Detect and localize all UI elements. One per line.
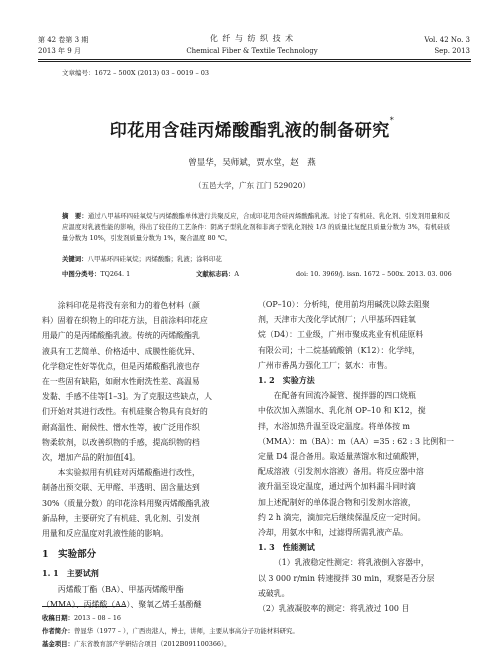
keywords-text: 八甲基环四硅氧烷；丙烯酸酯；乳液；涂料印花	[87, 255, 222, 263]
text-line: 定量 D4 混合备用。取适量蒸馏水和过硫酸钾，	[258, 452, 425, 462]
author-bio-label: 作者简介：	[42, 627, 74, 635]
testing-paragraph	[258, 555, 458, 616]
affiliation: （五邑大学，广东 江门 529020）	[194, 181, 310, 190]
abstract-text: 通过八甲基环四硅氧烷与丙烯酸酯单体进行共聚反应，合成印花用含硅丙烯酸酯乳液。讨论了有机硅、乳化剂、引发剂用量和反应温度对乳液性能的影响，得出了较佳的工艺条件：阴离子型乳化剂和非离子型乳化剂按 1/3 的质量比复配且质量分数为 3%，有机硅质量分数为 10%，引发剂质量分数为 1%，聚合温度 80 ℃。	[62, 212, 451, 243]
received-value: 2013 – 08 – 16	[73, 614, 121, 622]
doc-code-label: 文献标志码：	[196, 270, 235, 278]
doc-code-value: A	[234, 270, 239, 278]
vol-no: Vol. 42 No. 3	[424, 36, 470, 44]
text-line: 配成溶液（引发剂水溶液）备用。将反应器中溶	[258, 467, 424, 477]
doi: doi: 10. 3969/j. issn. 1672 – 500x. 2013. 03. 006	[296, 270, 452, 278]
text-line: （2）乳液凝胶率的测定：将乳液过 100 目	[258, 604, 410, 614]
intro-paragraph-1	[42, 298, 242, 465]
text-line: 用最广的是丙烯酸酯乳液。传统的丙烯酸酯乳	[42, 331, 200, 341]
header-rule-top	[38, 59, 471, 60]
fund-value: 广东省教育部产学研结合项目（2012B091100366）。	[73, 640, 231, 648]
text-line: 拌，水浴加热升温至设定温度。将单体按 m	[258, 421, 411, 431]
issue-volume: 第 42 卷第 3 期	[38, 36, 89, 44]
text-line: 有限公司；十二烷基硫酸钠（K12）：化学纯，	[258, 345, 420, 355]
author-list: 曾显华，吴师斌，贾水堂，赵 燕	[188, 158, 316, 168]
received-date	[42, 612, 121, 625]
text-line: 或破乳。	[258, 588, 290, 598]
header-rule-bottom	[38, 61, 471, 62]
method-paragraph	[258, 388, 458, 540]
intro-paragraph-2	[42, 465, 242, 541]
author-bio-value: 曾显华（1977 – ），广西贵港人，博士，讲师，主要从事高分子功能材料研究。	[73, 627, 299, 635]
issue-month: Sep. 2013	[434, 47, 470, 55]
section-heading-experimental: 1 实验部分	[42, 549, 97, 561]
text-line: 们开始对其进行改性。有机硅聚合物具有良好的	[42, 407, 208, 417]
fund-label: 基金项目：	[42, 640, 74, 648]
clc-value: TQ264. 1	[100, 270, 131, 278]
received-label: 收稿日期：	[42, 614, 74, 622]
footnote-rule	[42, 606, 126, 607]
text-line: 以 3 000 r/min 转速搅拌 30 min，观察是否分层	[258, 573, 435, 583]
article-number: 文章编号：1672 – 500X (2013) 03 – 0019 – 03	[62, 69, 210, 77]
author-bio	[42, 625, 299, 638]
text-line: （MMA）、丙烯酸（AA）、聚氧乙烯壬基酚醚	[42, 599, 202, 609]
text-line: 中依次加入蒸馏水、乳化剂 OP–10 和 K12，搅	[258, 406, 426, 416]
text-line: （1）乳液稳定性测定：将乳液倒入容器中，	[273, 558, 429, 568]
text-line: 广州市番禺力强化工厂；氨水：市售。	[258, 360, 393, 370]
text-line: 约 2 h 滴完，滴加完后继续保温反应一定时间。	[258, 512, 426, 522]
text-line: 30%（质量分数）的印花涂料用聚丙烯酸酯乳液	[42, 498, 210, 508]
abstract-label: 摘 要：	[62, 212, 88, 220]
journal-title: 化 纤 与 纺 织 技 术	[209, 34, 295, 43]
reagents-paragraph-cont	[258, 297, 458, 373]
text-line: 液升温至设定温度，通过两个加料漏斗同时滴	[258, 482, 416, 492]
subsection-heading-reagents: 1. 1 主要试剂	[42, 568, 99, 579]
fund-info	[42, 638, 231, 651]
text-line: 本实验拟用有机硅对丙烯酸酯进行改性，	[57, 468, 200, 478]
doc-code	[196, 270, 239, 279]
text-line: 用量和反应温度对乳液性能的影响。	[42, 529, 169, 539]
text-line: 烷（D4）：工业级，广州市聚成兆业有机硅原料	[258, 330, 424, 340]
text-line: 发黏、手感不佳等[1–3]。为了克服这些缺点，人	[42, 392, 213, 402]
text-line: 料）固着在织物上的印花方法，目前涂料印花应	[42, 316, 208, 326]
text-line: 物柔软剂，以改善织物的手感，提高织物的档	[42, 437, 200, 447]
abstract	[62, 211, 450, 245]
text-line: 在一些固有缺陷，如耐水性耐洗性差、高温易	[42, 377, 200, 387]
subsection-heading-method: 1. 2 实验方法	[258, 375, 315, 386]
right-column	[258, 297, 458, 616]
text-line: 制备出预交联、无甲醛、半透明、固含量达到	[42, 483, 200, 493]
journal-title-en: Chemical Fiber & Textile Technology	[186, 47, 318, 55]
article-title-text: 印花用含硅丙烯酸酯乳液的制备研究	[109, 121, 390, 141]
text-line: 加上述配制好的单体混合物和引发剂水溶液，	[258, 497, 416, 507]
text-line: 剂，天津市大茂化学试剂厂；八甲基环四硅氧	[258, 315, 416, 325]
reagents-paragraph	[42, 582, 242, 612]
keywords	[62, 255, 222, 264]
article-title	[0, 116, 504, 141]
text-line: 在配备有回流冷凝管、搅拌器的四口烧瓶	[273, 391, 416, 401]
issue-date: 2013 年 9 月	[38, 47, 81, 55]
clc-number	[62, 270, 130, 279]
text-line: （OP–10）：分析纯，使用前均用碱洗以除去阻聚	[258, 300, 430, 309]
text-line: 耐高温性、耐候性、憎水性等，被广泛用作织	[42, 422, 200, 432]
keywords-label: 关键词：	[62, 255, 88, 263]
text-line: （MMA）：m（BA）：m（AA）=35 : 62 : 3 比例和一	[258, 436, 455, 446]
text-line: 新品种，主要研究了有机硅、乳化剂、引发剂	[42, 513, 200, 523]
clc-label: 中图分类号：	[62, 270, 101, 278]
text-line: 丙烯酸丁酯（BA）、甲基丙烯酸甲酯	[57, 584, 184, 594]
title-footnote-mark: *	[389, 116, 395, 125]
text-line: 涂料印花是将没有亲和力的着色材料（颜	[57, 301, 200, 310]
subsection-heading-testing: 1. 3 性能测试	[258, 542, 315, 553]
text-line: 液具有工艺简单、价格适中、成膜性能优异、	[42, 346, 200, 356]
text-line: 化学稳定性好等优点，但是丙烯酸酯乳液也存	[42, 361, 200, 371]
left-column	[42, 298, 242, 612]
text-line: 次，增加产品的附加值[4]。	[42, 453, 140, 463]
text-line: 冷却，用氨水中和，过滤得所需乳液产品。	[258, 528, 408, 538]
